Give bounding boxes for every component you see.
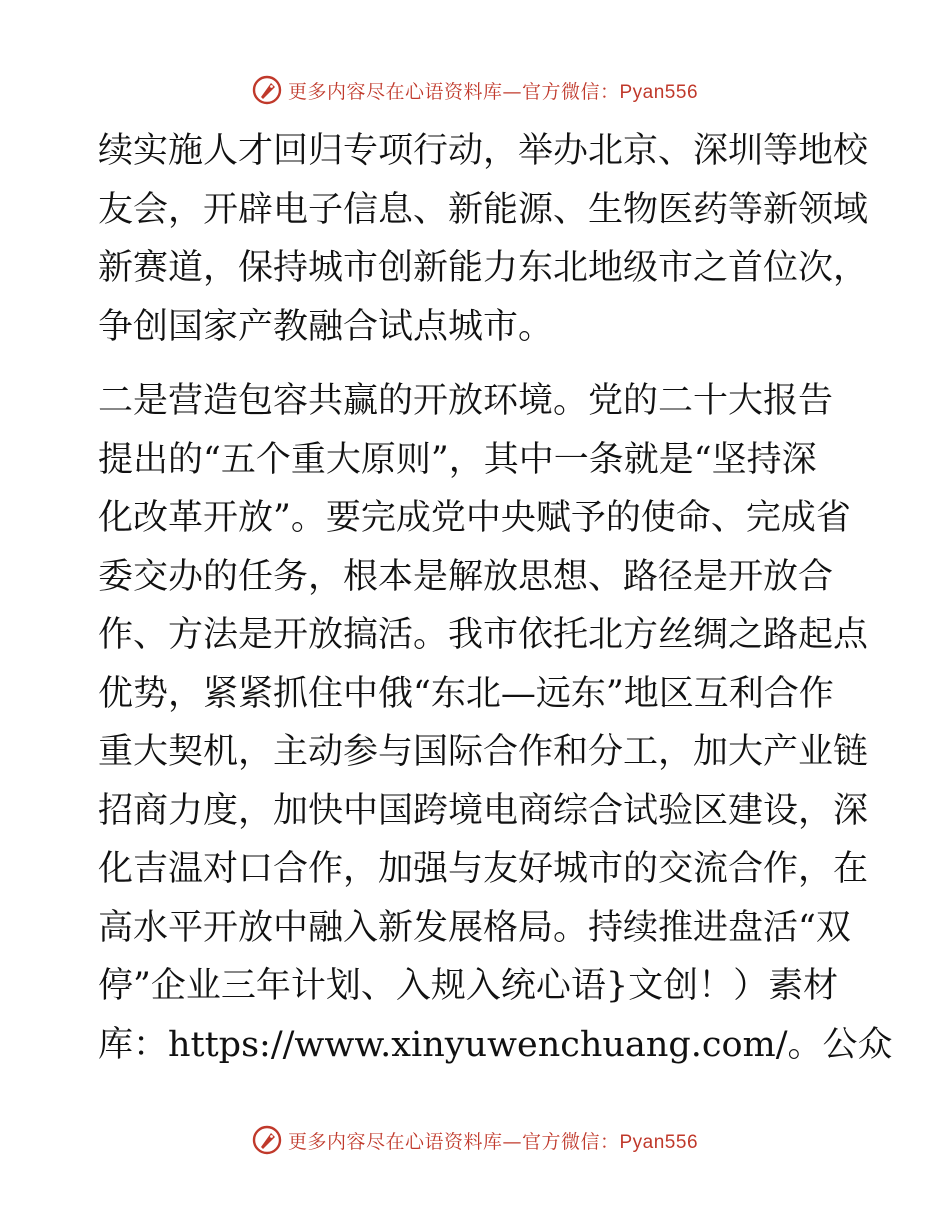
pen-nib-logo-icon [252,1125,282,1155]
text-line: 委交办的任务，根本是解放思想、路径是开放合 [98,556,834,597]
text-line: 停”企业三年计划、入规入统心语}文创！）素材 [98,966,839,1006]
header-banner-cn: 更多内容尽在心语资料库—官方微信： [287,80,620,103]
text-line: 优势，紧紧抓住中俄“东北—远东”地区互利合作 [98,673,834,714]
page-header [0,72,950,108]
text-line: 招商力度，加快中国跨境电商综合试验区建设，深 [98,790,869,831]
footer-banner-wechat-id: Pyan556 [619,1131,699,1153]
footer-banner-cn: 更多内容尽在心语资料库—官方微信： [287,1130,620,1153]
header-banner-wechat-id: Pyan556 [619,81,699,103]
text-line: 作、方法是开放搞活。我市依托北方丝绸之路起点 [98,615,869,655]
page-footer [0,1122,950,1158]
text-line: 二是营造包容共赢的开放环境。党的二十大报告 [98,381,834,421]
paragraph-1 [98,122,869,356]
header-banner-text [288,77,698,104]
text-line: 争创国家产教融合试点城市。 [98,306,554,347]
text-line: 化改革开放”。要完成党中央赋予的使命、完成省 [98,498,851,538]
text-line: 提出的“五个重大原则”，其中一条就是“坚持深 [98,439,817,480]
text-line: 新赛道，保持城市创新能力东北地级市之首位次， [98,248,869,288]
pen-nib-logo-icon [252,75,282,105]
paragraph-2 [98,372,893,1074]
text-line: 友会，开辟电子信息、新能源、生物医药等新领域 [98,189,869,230]
paragraph-gap [98,356,858,372]
text-line: 库：https://www.xinyuwenchuang.com/。公众 [98,1024,893,1065]
document-body [98,122,893,1074]
text-line: 重大契机，主动参与国际合作和分工，加大产业链 [98,732,869,772]
footer-banner-text [288,1127,698,1154]
text-line: 化吉温对口合作，加强与友好城市的交流合作，在 [98,849,869,889]
text-line: 续实施人才回归专项行动，举办北京、深圳等地校 [98,131,869,171]
text-line: 高水平开放中融入新发展格局。持续推进盘活“双 [98,907,851,948]
